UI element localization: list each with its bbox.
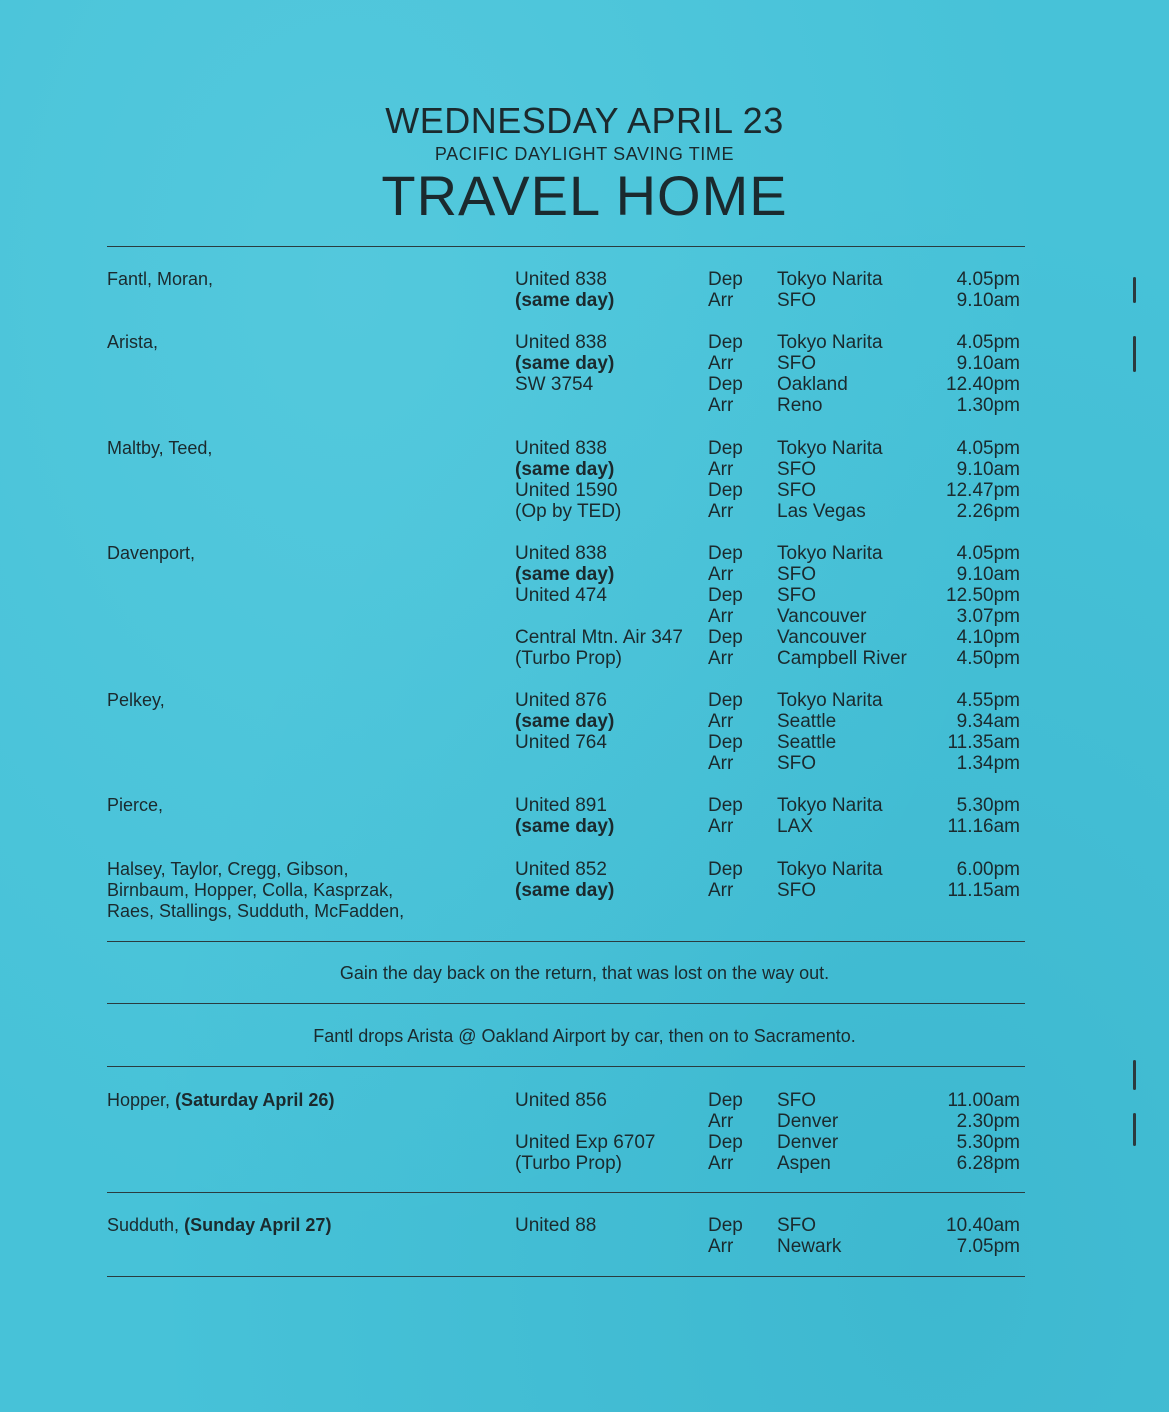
passenger-names: Arista, (107, 332, 159, 352)
leg-time: 3.07pm (956, 606, 1020, 627)
leg-time: 4.50pm (956, 648, 1020, 669)
leg-time: 10.40am (946, 1215, 1020, 1236)
flight-number: (Turbo Prop) (515, 1153, 622, 1174)
staple-mark (1133, 277, 1136, 303)
leg-direction: Dep (708, 690, 743, 711)
flight-leg (0, 395, 1169, 416)
itinerary-group (0, 690, 1169, 774)
flight-leg (0, 543, 1169, 564)
leg-time: 6.28pm (956, 1153, 1020, 1174)
leg-city: SFO (777, 353, 817, 374)
flight-leg (0, 816, 1169, 837)
passenger-name: Sudduth, (107, 1215, 180, 1235)
flight-leg (0, 269, 1169, 290)
leg-direction: Dep (708, 1215, 743, 1236)
leg-time: 7.05pm (956, 1236, 1020, 1257)
flight-leg (0, 1153, 1169, 1174)
leg-city: Vancouver (777, 606, 867, 627)
leg-time: 11.16am (947, 816, 1020, 837)
flight-leg (0, 374, 1169, 395)
leg-direction: Arr (708, 606, 734, 627)
leg-city: SFO (777, 480, 817, 501)
leg-city: LAX (777, 816, 813, 837)
leg-city: Oakland (777, 374, 848, 395)
leg-city: SFO (777, 753, 817, 774)
leg-time: 11.00am (947, 1090, 1020, 1111)
staple-mark (1133, 336, 1136, 372)
leg-city: Denver (777, 1111, 839, 1132)
leg-city: Aspen (777, 1153, 831, 1174)
leg-direction: Dep (708, 374, 743, 395)
passenger-names: Davenport, (107, 543, 196, 563)
leg-time: 5.30pm (956, 1132, 1020, 1153)
leg-direction: Arr (708, 459, 734, 480)
flight-number: United 88 (515, 1215, 597, 1236)
flight-leg (0, 480, 1169, 501)
flight-leg (0, 438, 1169, 459)
flight-leg (0, 1090, 1169, 1111)
flight-leg (0, 1132, 1169, 1153)
flight-leg (0, 648, 1169, 669)
divider (107, 1276, 1025, 1277)
leg-direction: Arr (708, 1236, 734, 1257)
flight-leg (0, 711, 1169, 732)
leg-time: 2.26pm (956, 501, 1020, 522)
flight-note: (same day) (515, 353, 615, 374)
leg-direction: Dep (708, 480, 743, 501)
flight-leg (0, 353, 1169, 374)
leg-city: SFO (777, 585, 817, 606)
header-timezone: PACIFIC DAYLIGHT SAVING TIME (434, 144, 735, 164)
leg-direction: Dep (708, 1132, 743, 1153)
flight-leg (0, 627, 1169, 648)
flight-leg (0, 1236, 1169, 1257)
flight-number: United 856 (515, 1090, 607, 1111)
page-header (0, 100, 1169, 226)
leg-direction: Dep (708, 269, 743, 290)
leg-city: Tokyo Narita (777, 690, 883, 711)
flight-number: United 474 (515, 585, 607, 606)
flight-number: United 891 (515, 795, 607, 816)
flight-number: United 764 (515, 732, 607, 753)
passenger-names-line: Birnbaum, Hopper, Colla, Kasprzak, (107, 880, 394, 900)
note-gain-day: Gain the day back on the return, that was lost on the way out. (339, 963, 830, 983)
leg-direction: Arr (708, 395, 734, 416)
leg-direction: Arr (708, 711, 734, 732)
flight-number: United 838 (515, 332, 607, 353)
leg-direction: Dep (708, 1090, 743, 1111)
leg-time: 12.47pm (946, 480, 1020, 501)
flight-leg (0, 880, 1169, 901)
flight-number: United 876 (515, 690, 607, 711)
leg-city: Newark (777, 1236, 842, 1257)
leg-direction: Dep (708, 332, 743, 353)
flight-number: United 838 (515, 543, 607, 564)
leg-time: 4.05pm (956, 543, 1020, 564)
passenger-names: Fantl, Moran, (107, 269, 214, 289)
leg-direction: Arr (708, 648, 734, 669)
flight-leg (0, 859, 1169, 880)
itinerary-group (0, 795, 1169, 837)
leg-city: Reno (777, 395, 823, 416)
leg-city: SFO (777, 290, 817, 311)
flight-leg (0, 1111, 1169, 1132)
leg-time: 1.34pm (956, 753, 1020, 774)
leg-city: Vancouver (777, 627, 867, 648)
leg-city: Tokyo Narita (777, 438, 883, 459)
leg-direction: Dep (708, 627, 743, 648)
leg-time: 5.30pm (956, 795, 1020, 816)
flight-note: (same day) (515, 880, 615, 901)
staple-mark (1133, 1113, 1136, 1146)
passenger-name: Hopper, (107, 1090, 171, 1110)
note-car-drop: Fantl drops Arista @ Oakland Airport by car, then on to Sacramento. (313, 1026, 856, 1046)
flight-number: United 838 (515, 438, 607, 459)
leg-city: Denver (777, 1132, 839, 1153)
flight-leg (0, 564, 1169, 585)
leg-city: Tokyo Narita (777, 332, 883, 353)
itinerary-group (0, 859, 1169, 921)
divider (107, 246, 1025, 247)
flight-leg (0, 585, 1169, 606)
leg-direction: Dep (708, 732, 743, 753)
leg-city: Las Vegas (777, 501, 866, 522)
leg-time: 4.05pm (956, 438, 1020, 459)
leg-direction: Dep (708, 795, 743, 816)
leg-time: 9.10am (956, 564, 1020, 585)
leg-direction: Arr (708, 353, 734, 374)
leg-city: Tokyo Narita (777, 543, 883, 564)
leg-time: 11.35am (947, 732, 1020, 753)
leg-time: 12.40pm (946, 374, 1020, 395)
flight-note: (same day) (515, 290, 615, 311)
leg-city: Tokyo Narita (777, 795, 883, 816)
flight-note: (same day) (515, 564, 615, 585)
travel-date: (Saturday April 26) (175, 1090, 335, 1110)
itinerary-group (0, 269, 1169, 311)
passenger-names-line: Raes, Stallings, Sudduth, McFadden, (107, 901, 405, 921)
passenger-names: Pierce, (107, 795, 164, 815)
leg-time: 9.10am (956, 290, 1020, 311)
leg-city: SFO (777, 1215, 817, 1236)
leg-direction: Arr (708, 753, 734, 774)
later-itinerary-sudduth (0, 1215, 1169, 1257)
flight-number: United 852 (515, 859, 607, 880)
divider (107, 941, 1025, 942)
leg-city: Tokyo Narita (777, 859, 883, 880)
leg-city: Seattle (777, 711, 837, 732)
flight-note: (same day) (515, 711, 615, 732)
flight-leg (0, 1215, 1169, 1236)
itinerary-group (0, 543, 1169, 669)
passenger-names-line: Halsey, Taylor, Cregg, Gibson, (107, 859, 349, 879)
leg-time: 4.05pm (956, 332, 1020, 353)
flight-leg (0, 332, 1169, 353)
flight-leg (0, 732, 1169, 753)
leg-time: 1.30pm (956, 395, 1020, 416)
leg-direction: Arr (708, 1153, 734, 1174)
leg-time: 2.30pm (956, 1111, 1020, 1132)
leg-direction: Arr (708, 564, 734, 585)
flight-leg (0, 606, 1169, 627)
leg-direction: Dep (708, 859, 743, 880)
flight-number: United 838 (515, 269, 607, 290)
flight-number: (Turbo Prop) (515, 648, 622, 669)
leg-time: 11.15am (947, 880, 1020, 901)
flight-note: (same day) (515, 816, 615, 837)
leg-direction: Arr (708, 290, 734, 311)
flight-leg (0, 690, 1169, 711)
leg-direction: Arr (708, 501, 734, 522)
passenger-names: Maltby, Teed, (107, 438, 213, 458)
travel-date: (Sunday April 27) (184, 1215, 332, 1235)
flight-number: (Op by TED) (515, 501, 622, 522)
leg-city: SFO (777, 564, 817, 585)
flight-note: (same day) (515, 459, 615, 480)
leg-direction: Dep (708, 543, 743, 564)
leg-direction: Dep (708, 585, 743, 606)
leg-time: 4.10pm (956, 627, 1020, 648)
leg-time: 4.55pm (956, 690, 1020, 711)
leg-city: Campbell River (777, 648, 907, 669)
leg-time: 4.05pm (956, 269, 1020, 290)
leg-direction: Arr (708, 816, 734, 837)
leg-time: 9.10am (956, 459, 1020, 480)
itinerary-group (0, 438, 1169, 522)
leg-time: 9.34am (956, 711, 1020, 732)
flight-leg (0, 753, 1169, 774)
flight-leg (0, 459, 1169, 480)
leg-city: SFO (777, 459, 817, 480)
leg-time: 6.00pm (956, 859, 1020, 880)
divider (107, 1192, 1025, 1193)
later-itinerary-hopper (0, 1090, 1169, 1174)
flight-number: United Exp 6707 (515, 1132, 656, 1153)
flight-number: SW 3754 (515, 374, 594, 395)
flight-leg (0, 501, 1169, 522)
flight-leg (0, 795, 1169, 816)
flight-number: Central Mtn. Air 347 (515, 627, 683, 648)
itinerary-group (0, 332, 1169, 416)
leg-city: Seattle (777, 732, 837, 753)
leg-direction: Arr (708, 880, 734, 901)
leg-city: SFO (777, 1090, 817, 1111)
staple-mark (1133, 1060, 1136, 1090)
header-date: WEDNESDAY APRIL 23 (385, 100, 784, 141)
leg-direction: Dep (708, 438, 743, 459)
flight-number: United 1590 (515, 480, 618, 501)
page-title: TRAVEL HOME (381, 164, 788, 227)
divider (107, 1066, 1025, 1067)
divider (107, 1003, 1025, 1004)
leg-time: 9.10am (956, 353, 1020, 374)
flight-leg (0, 290, 1169, 311)
leg-city: Tokyo Narita (777, 269, 883, 290)
leg-direction: Arr (708, 1111, 734, 1132)
passenger-names: Pelkey, (107, 690, 165, 710)
leg-time: 12.50pm (946, 585, 1020, 606)
leg-city: SFO (777, 880, 817, 901)
